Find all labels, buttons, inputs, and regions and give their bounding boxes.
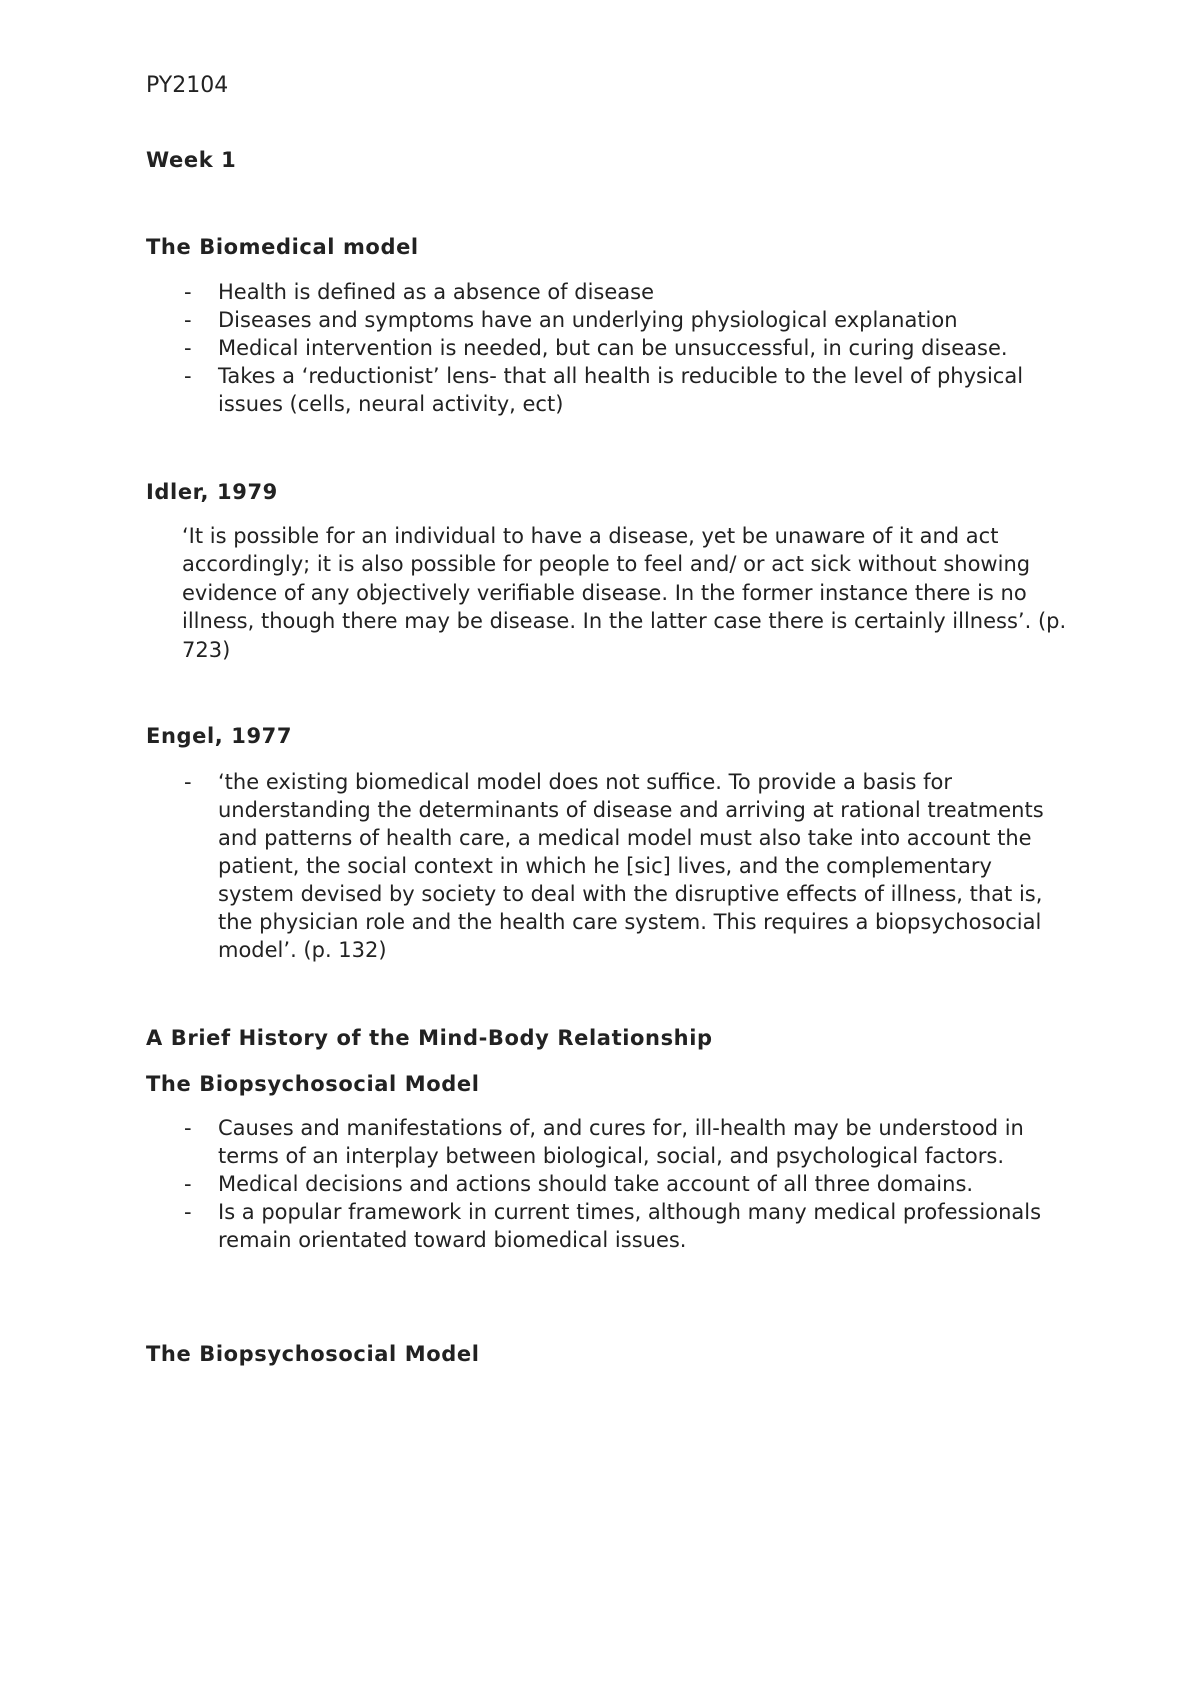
list-item (146, 1198, 1071, 1254)
biopsychosocial-heading: The Biopsychosocial Model (146, 1072, 480, 1096)
idler-heading: Idler, 1979 (146, 480, 278, 504)
biopsychosocial-heading-2: The Biopsychosocial Model (146, 1342, 480, 1366)
biopsychosocial-list (146, 1114, 1071, 1254)
list-item (146, 362, 1076, 418)
bullet-dash: - (184, 280, 192, 304)
bullet-dash: - (184, 1172, 192, 1196)
bullet-dash: - (184, 1200, 192, 1224)
bullet-dash: - (184, 770, 192, 794)
list-item-text: Is a popular framework in current times, although many medical professionals remain orientated toward biomedical issues. (218, 1200, 1042, 1252)
list-item-text: Health is defined as a absence of disease (218, 280, 655, 304)
bullet-dash: - (184, 1116, 192, 1140)
list-item (146, 1170, 1071, 1198)
engel-heading: Engel, 1977 (146, 724, 293, 748)
list-item (146, 1114, 1071, 1170)
bullet-dash: - (184, 308, 192, 332)
history-heading: A Brief History of the Mind-Body Relationship (146, 1026, 713, 1050)
week-heading: Week 1 (146, 148, 237, 172)
list-item (146, 768, 1046, 964)
bullet-dash: - (184, 336, 192, 360)
list-item-text: Causes and manifestations of, and cures for, ill-health may be understood in terms of an interplay between biological, social, and psychological factors. (218, 1116, 1024, 1168)
list-item-text: ‘the existing biomedical model does not suffice. To provide a basis for understanding the determinants of disease and arriving at rational treatments and patterns of health care, a medical model must also take into account the patient, the social context in which he [sic] lives, and the complementary system devised by society to deal with the disruptive effects of illness, that is, the physician role and the health care system. This requires a biopsychosocial model’. (p. 132) (218, 770, 1044, 962)
list-item-text: Takes a ‘reductionist’ lens- that all health is reducible to the level of physical issues (cells, neural activity, ect) (218, 364, 1024, 416)
bullet-dash: - (184, 364, 192, 388)
list-item-text: Diseases and symptoms have an underlying physiological explanation (218, 308, 958, 332)
course-code: PY2104 (146, 73, 229, 98)
list-item (146, 334, 1076, 362)
biomedical-model-heading: The Biomedical model (146, 235, 419, 259)
list-item-text: Medical decisions and actions should take account of all three domains. (218, 1172, 974, 1196)
biomedical-model-list (146, 278, 1076, 418)
engel-list (146, 768, 1046, 964)
list-item (146, 278, 1076, 306)
list-item (146, 306, 1076, 334)
idler-quote: ‘It is possible for an individual to have a disease, yet be unaware of it and act accordingly; it is also possible for people to feel and/ or act sick without showing evidence of any objectively verifiable disease. In the former instance there is no illness, though there may be disease. In the latter case there is certainly illness’. (p. 723) (182, 524, 1067, 662)
list-item-text: Medical intervention is needed, but can be unsuccessful, in curing disease. (218, 336, 1008, 360)
